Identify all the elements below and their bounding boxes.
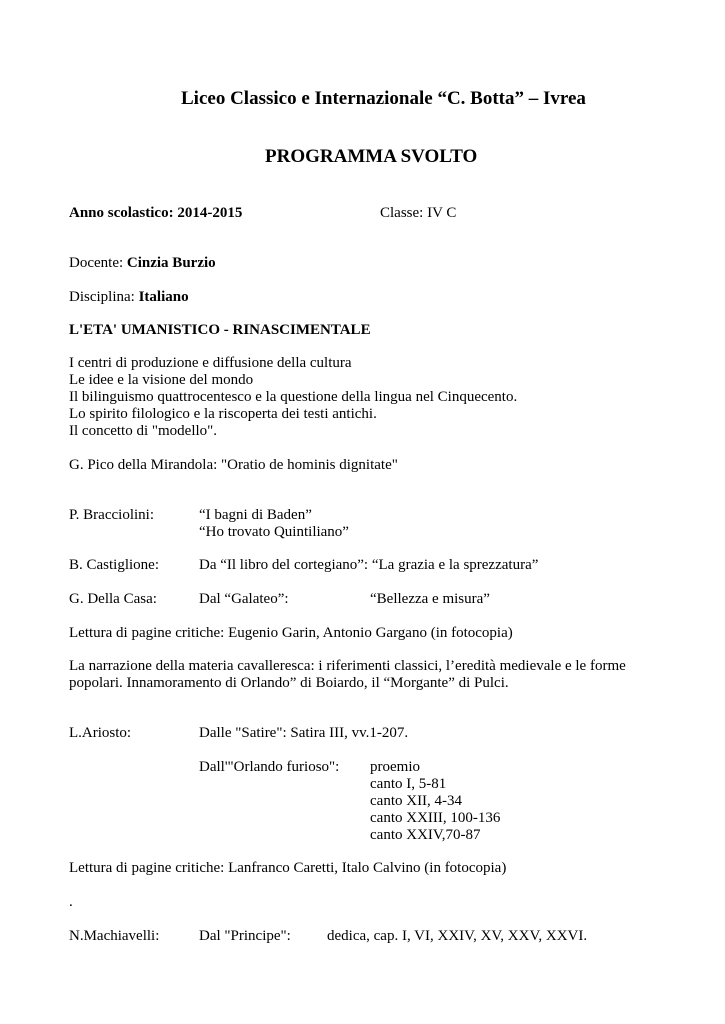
machiavelli-work: Dal "Principe": bbox=[199, 928, 291, 944]
critiche-line-1: Lettura di pagine critiche: Eugenio Garin, Antonio Gargano (in fotocopia) bbox=[69, 625, 513, 641]
stray-dot: . bbox=[69, 894, 73, 910]
ariosto-canto: canto XII, 4-34 bbox=[370, 793, 463, 809]
bracciolini-work: “Ho trovato Quintiliano” bbox=[199, 524, 349, 540]
dellacasa-passage: “Bellezza e misura” bbox=[370, 591, 490, 607]
disciplina-label: Disciplina: bbox=[69, 289, 139, 305]
dellacasa-author: G. Della Casa: bbox=[69, 591, 157, 607]
topic-line: Il concetto di "modello". bbox=[69, 423, 218, 439]
critiche-line-2: Lettura di pagine critiche: Lanfranco Caretti, Italo Calvino (in fotocopia) bbox=[69, 860, 507, 876]
page-heading: PROGRAMMA SVOLTO bbox=[265, 146, 478, 167]
school-title: Liceo Classico e Internazionale “C. Botta” – Ivrea bbox=[181, 88, 586, 109]
disciplina-name: Italiano bbox=[138, 289, 189, 305]
ariosto-orlando: Dall'"Orlando furioso": bbox=[199, 759, 340, 775]
ariosto-canto: canto XXIV,70-87 bbox=[370, 827, 481, 843]
ariosto-satire: Dalle "Satire": Satira III, vv.1-207. bbox=[199, 725, 409, 741]
ariosto-author: L.Ariosto: bbox=[69, 725, 132, 741]
classe: Classe: IV C bbox=[380, 205, 457, 221]
castiglione-work: Da “Il libro del cortegiano”: “La grazia e la sprezzatura” bbox=[199, 557, 539, 573]
ariosto-canto: canto I, 5-81 bbox=[370, 776, 447, 792]
dellacasa-work: Dal “Galateo”: bbox=[199, 591, 289, 607]
topic-line: Le idee e la visione del mondo bbox=[69, 372, 254, 388]
docente-line bbox=[69, 255, 216, 272]
pico-line: G. Pico della Mirandola: "Oratio de hominis dignitate" bbox=[69, 457, 398, 473]
section-title: L'ETA' UMANISTICO - RINASCIMENTALE bbox=[69, 322, 371, 338]
machiavelli-author: N.Machiavelli: bbox=[69, 928, 160, 944]
castiglione-author: B. Castiglione: bbox=[69, 557, 159, 573]
bracciolini-work: “I bagni di Baden” bbox=[199, 507, 312, 523]
narrazione-line: popolari. Innamoramento di Orlando” di Boiardo, il “Morgante” di Pulci. bbox=[69, 675, 509, 691]
topic-line: I centri di produzione e diffusione della cultura bbox=[69, 355, 352, 371]
docente-name: Cinzia Burzio bbox=[126, 255, 216, 271]
ariosto-canto: proemio bbox=[370, 759, 420, 775]
topic-line: Il bilinguismo quattrocentesco e la questione della lingua nel Cinquecento. bbox=[69, 389, 518, 405]
bracciolini-author: P. Bracciolini: bbox=[69, 507, 154, 523]
disciplina-line bbox=[69, 289, 189, 306]
machiavelli-chapters: dedica, cap. I, VI, XXIV, XV, XXV, XXVI. bbox=[327, 928, 588, 944]
docente-label: Docente: bbox=[69, 255, 127, 271]
topic-line: Lo spirito filologico e la riscoperta dei testi antichi. bbox=[69, 406, 377, 422]
anno-scolastico: Anno scolastico: 2014-2015 bbox=[69, 205, 243, 221]
narrazione-line: La narrazione della materia cavalleresca: i riferimenti classici, l’eredità medievale e le forme bbox=[69, 658, 626, 674]
ariosto-canto: canto XXIII, 100-136 bbox=[370, 810, 501, 826]
